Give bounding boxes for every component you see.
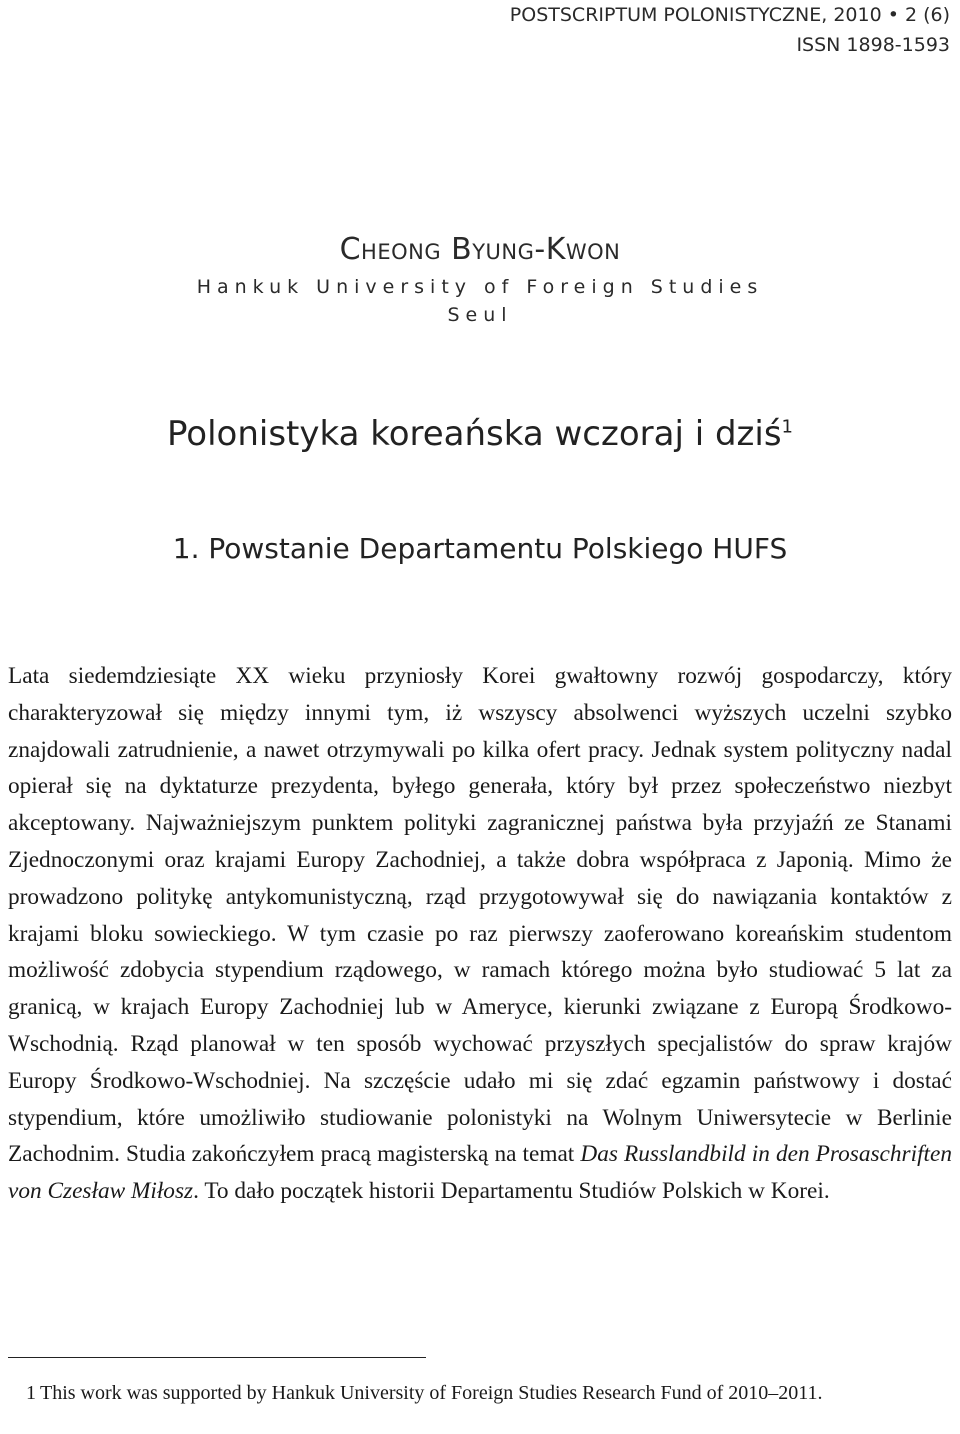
footnote-text: This work was supported by Hankuk University of Foreign Studies Research Fund of 2010–2011. (40, 1382, 823, 1404)
article-title-text: Polonistyka koreańska wczoraj i dziś (166, 414, 782, 454)
article-title (0, 412, 960, 456)
body-paragraph (8, 658, 952, 1210)
body-text-part-2: . To dało początek historii Departamentu Studiów Polskich w Korei. (193, 1178, 830, 1205)
running-header (0, 0, 960, 60)
section-heading: 1. Powstanie Departamentu Polskiego HUFS (172, 532, 788, 565)
author-city: Seul (447, 304, 513, 326)
footnote-divider (8, 1357, 426, 1358)
journal-info: POSTSCRIPTUM POLONISTYCZNE, 2010 • 2 (6) (509, 4, 950, 26)
title-footnote-ref[interactable]: 1 (781, 416, 793, 438)
body-text-part-1: Lata siedemdziesiąte XX wieku przyniosły Korei gwałtowny rozwój gospodarczy, który charakteryzował się między innymi tym, iż wszyscy absolwenci wyższych uczelni szybko znajdowali zatrudnienie, a nawet otrzymywali po kilka ofert pracy. Jednak system polityczny nadal opierał się na dyktaturze prezydenta, byłego generała, który był przez społeczeństwo niezbyt akceptowany. Najważniejszym punktem polityki zagranicznej państwa była przyjaźń ze Stanami Zjednoczonymi oraz krajami Europy Zachodniej, a także dobra współpraca z Japonią. Mimo że prowadzono politykę antykomunistyczną, rząd przygotowywał się do nawiązania kontaktów z krajami bloku sowieckiego. W tym czasie po raz pierwszy zaoferowano koreańskim studentom możliwość zdobycia stypendium rządowego, w ramach którego można było studiować 5 lat za granicą, w krajach Europy Zachodniej lub w Ameryce, kierunki związane z Europą Środkowo-Wschodnią. Rząd planował w ten sposób wychować przyszłych specjalistów do spraw krajów Europy Środkowo-Wschodniej. Na szczęście udało mi się zdać egzamin państwowy i dostać stypendium, które umożliwiło studiowanie polonistyki na Wolnym Uniwersytecie w Berlinie Zachodnim. Studia zakończyłem pracą magisterską na temat (8, 663, 952, 1168)
footnote (8, 1378, 952, 1409)
author-block (0, 232, 960, 328)
footnote-marker: 1 (26, 1382, 36, 1404)
author-affiliation: Hankuk University of Foreign Studies (196, 276, 764, 298)
author-name: Cheong Byung-Kwon (339, 232, 621, 267)
issn: ISSN 1898-1593 (796, 34, 950, 56)
thesis-title: Das Russlandbild in den Prosaschriften von Czesław Miłosz (8, 1141, 952, 1205)
